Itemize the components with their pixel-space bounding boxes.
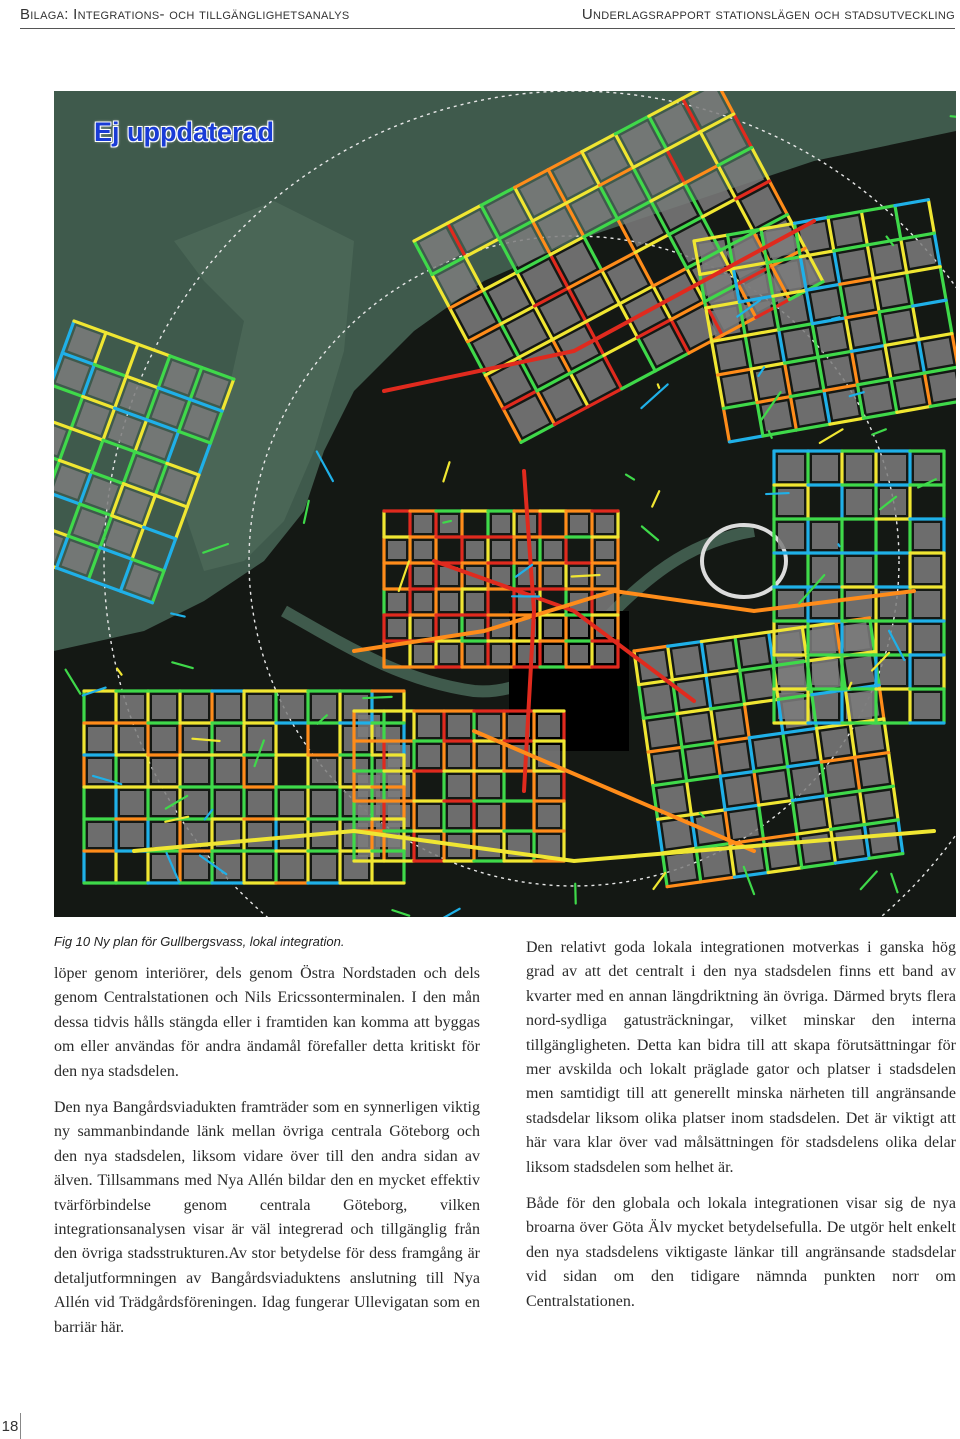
left-column (54, 962, 480, 1352)
building-block (248, 695, 272, 719)
building-block (890, 344, 920, 374)
building-block (783, 328, 813, 358)
building-block (388, 541, 406, 559)
building-block (312, 695, 336, 719)
building-block (792, 767, 821, 796)
building-block (811, 289, 841, 319)
building-block (682, 713, 711, 742)
building-block (248, 791, 272, 815)
building-block (216, 791, 240, 815)
building-block (880, 455, 906, 481)
building-block (850, 317, 880, 347)
building-block (929, 372, 956, 402)
building-block (905, 238, 935, 268)
building-block (725, 776, 754, 805)
building-block (312, 855, 336, 879)
building-block (653, 752, 682, 781)
building-block (914, 693, 940, 719)
building-block (538, 715, 560, 737)
building-block (216, 855, 240, 879)
building-block (787, 733, 816, 762)
building-block (923, 338, 953, 368)
building-block (466, 541, 484, 559)
building-block (720, 742, 749, 771)
building-block (855, 723, 884, 752)
building-block (184, 791, 208, 815)
building-block (414, 645, 432, 663)
building-block (846, 557, 872, 583)
header-rule (20, 28, 955, 29)
building-block (440, 515, 458, 533)
right-paragraph-2: Både för den globala och lokala integrationen visar sig de nya broarna över Göta Älv mycket betydelsefulla. De utgör helt enkelt den nya stadsdelens viktigaste länkar till angränsande stadsdelar vid sidan om den tidigare nämnda punkten norr om Centralstationen. (526, 1195, 956, 1310)
building-block (845, 656, 874, 685)
building-block (730, 810, 759, 839)
building-block (722, 374, 752, 404)
building-block (152, 823, 176, 847)
building-block (750, 334, 780, 364)
building-block (789, 362, 819, 392)
building-block (478, 775, 500, 797)
building-block (388, 805, 410, 827)
building-block (859, 757, 888, 786)
building-block (418, 715, 440, 737)
header-left-title: Bilaga: Integrations- och tillgänglighetsanalys (20, 6, 350, 23)
left-paragraph-1: löper genom interiörer, dels genom Östra Nordstaden och dels genom Centralstationen och Nils Ericssonterminalen. I den mån dessa tidvis hålls stängda eller i framtiden kan komma att byggas om eller användas för andra ändamål förefaller detta kritiskt för den nya stadsdelen. (54, 965, 480, 1080)
building-block (280, 695, 304, 719)
building-block (414, 567, 432, 585)
building-block (880, 489, 906, 515)
building-block (544, 645, 562, 663)
building-block (440, 593, 458, 611)
building-block (478, 835, 500, 857)
building-block (812, 455, 838, 481)
building-block (838, 250, 868, 280)
building-block (795, 395, 825, 425)
building-block (388, 619, 406, 637)
path-segment (838, 544, 839, 546)
building-block (812, 625, 838, 651)
building-block (492, 515, 510, 533)
building-block (466, 593, 484, 611)
path-segment (572, 575, 600, 577)
building-block (414, 515, 432, 533)
building-block (448, 775, 470, 797)
building-block (120, 695, 144, 719)
building-block (414, 541, 432, 559)
building-block (833, 216, 863, 246)
building-block (884, 311, 914, 341)
building-block (280, 855, 304, 879)
building-block (596, 515, 614, 533)
building-block (448, 715, 470, 737)
building-block (478, 745, 500, 767)
building-block (686, 747, 715, 776)
building-block (358, 805, 380, 827)
building-block (706, 641, 735, 670)
building-block (388, 593, 406, 611)
building-block (856, 350, 886, 380)
building-block (248, 855, 272, 879)
building-block (418, 745, 440, 767)
building-block (817, 322, 847, 352)
building-block (248, 759, 272, 783)
building-block (648, 718, 677, 747)
building-block (152, 695, 176, 719)
building-block (914, 659, 940, 685)
building-block (596, 541, 614, 559)
building-block (216, 759, 240, 783)
building-block (248, 823, 272, 847)
building-block (538, 805, 560, 827)
building-block (864, 791, 893, 820)
integration-map (54, 91, 956, 917)
building-block (846, 625, 872, 651)
building-block (216, 727, 240, 751)
running-header (20, 0, 955, 34)
building-block (711, 675, 740, 704)
building-block (358, 835, 380, 857)
building-block (184, 695, 208, 719)
building-block (914, 455, 940, 481)
building-block (120, 759, 144, 783)
building-block (872, 244, 902, 274)
building-block (152, 727, 176, 751)
building-block (835, 829, 864, 858)
building-block (744, 670, 773, 699)
building-block (414, 619, 432, 637)
building-block (715, 709, 744, 738)
building-block (152, 759, 176, 783)
building-block (778, 523, 804, 549)
building-block (88, 823, 112, 847)
building-block (358, 715, 380, 737)
building-block (518, 541, 536, 559)
building-block (643, 684, 672, 713)
building-block (797, 800, 826, 829)
building-block (667, 853, 696, 882)
page-number: 18 (1, 1418, 19, 1435)
not-updated-stamp: Ej uppdaterad (94, 117, 275, 147)
building-block (812, 557, 838, 583)
path-segment (766, 493, 788, 494)
building-block (812, 523, 838, 549)
building-block (596, 645, 614, 663)
building-block (758, 771, 787, 800)
building-block (914, 523, 940, 549)
building-block (570, 645, 588, 663)
path-segment (658, 384, 659, 387)
path-segment (363, 697, 391, 698)
building-block (821, 728, 850, 757)
building-block (846, 455, 872, 481)
building-block (312, 791, 336, 815)
building-block (478, 805, 500, 827)
building-block (826, 762, 855, 791)
building-block (844, 283, 874, 313)
building-block (448, 745, 470, 767)
figure-caption: Fig 10 Ny plan för Gullbergsvass, lokal integration. (54, 934, 345, 949)
building-block (878, 277, 908, 307)
building-block (762, 401, 792, 431)
building-block (677, 680, 706, 709)
building-block (448, 805, 470, 827)
building-block (672, 646, 701, 675)
building-block (880, 659, 906, 685)
building-block (778, 455, 804, 481)
building-block (896, 378, 926, 408)
building-block (466, 645, 484, 663)
building-block (544, 541, 562, 559)
building-block (120, 727, 144, 751)
building-block (823, 356, 853, 386)
building-block (492, 541, 510, 559)
building-block (862, 384, 892, 414)
building-block (440, 645, 458, 663)
building-block (418, 805, 440, 827)
building-block (248, 727, 272, 751)
building-block (538, 775, 560, 797)
building-block (120, 823, 144, 847)
integration-map-graphic (54, 91, 956, 917)
building-block (740, 637, 769, 666)
left-paragraph-2: Den nya Bangårdsviadukten framträder som en synnerligen viktig ny sammanbindande länk mellan övriga centrala Göteborg och den nya stadsdelen, liksom vidare över till den andra sidan av älven. Tillsammans med Nya Allén bildar den en mycket effektiv tvärförbindelse genom centrala Göteborg, vilken integrationsanalysen visar är väl integrerad och tillgänglig från den övriga stadsstrukturen.Av stor betydelse för dess framgång är detaljutformningen av Bangårdsviaduktens anslutning till Nya Allén vid Trädgårdsföreningen. Idag fungerar Ullevigatan som en barriär här. (54, 1099, 480, 1336)
building-block (120, 791, 144, 815)
building-block (570, 515, 588, 533)
building-block (88, 727, 112, 751)
building-block (152, 791, 176, 815)
right-paragraph-1: Den relativt goda lokala integrationen motverkas i ganska hög grad av att det centralt i den nya stadsdelen finns ett band av kvarter med en annan längdriktning än övriga. Därmed bryts flera nord-sydliga gatusträckningar, vilket minskar den interna tillgängligheten. Detta kan bidra till att skapa förutsättningar för mer avskilda och lokalt präglade gator och platser i stadsdelen men samtidigt till att generellt minska närheten till angränsande stadsdelar liksom olika platser inom stadsdelen. Det är viktigt att här vara klar över vad målsättningen för stadsdelens olika delar liksom stadsdelen som helhet är. (526, 939, 956, 1176)
building-block (280, 791, 304, 815)
right-column (526, 936, 956, 1326)
building-block (538, 835, 560, 857)
building-block (805, 256, 835, 286)
header-right-title: Underlagsrapport stationslägen och stadsutveckling (581, 6, 955, 23)
building-block (312, 759, 336, 783)
building-block (914, 591, 940, 617)
building-block (914, 625, 940, 651)
building-block (846, 489, 872, 515)
building-block (414, 593, 432, 611)
building-block (754, 738, 783, 767)
building-block (544, 619, 562, 637)
building-block (492, 645, 510, 663)
building-block (812, 659, 838, 685)
building-block (216, 695, 240, 719)
building-block (344, 855, 368, 879)
building-block (914, 557, 940, 583)
building-block (701, 848, 730, 877)
building-block (831, 795, 860, 824)
building-block (544, 567, 562, 585)
building-block (716, 340, 746, 370)
building-block (869, 824, 898, 853)
building-block (184, 759, 208, 783)
